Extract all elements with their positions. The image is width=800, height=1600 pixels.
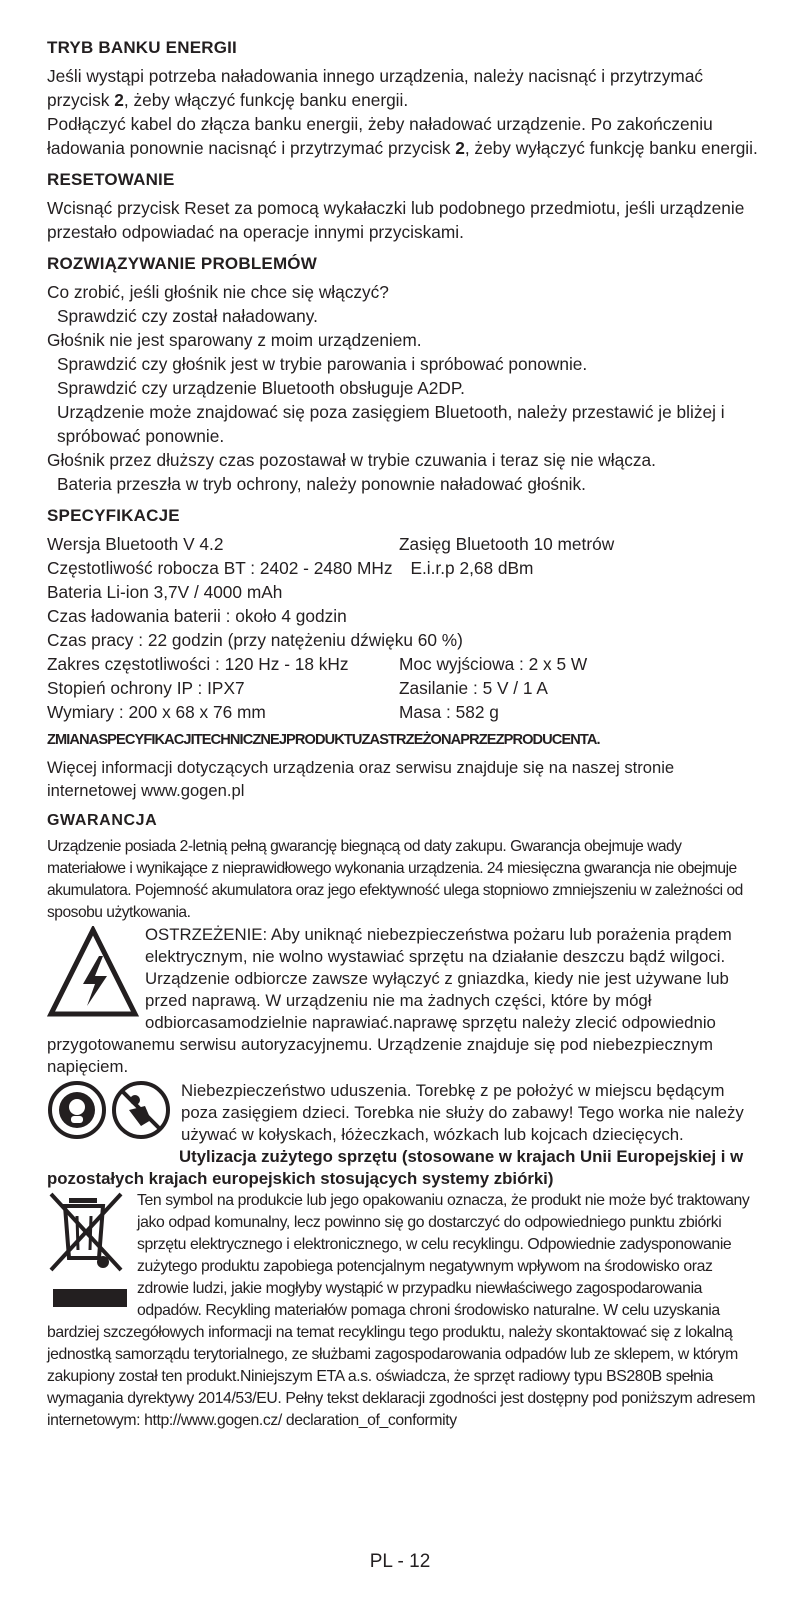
warranty-heading: GWARANCJA <box>47 812 158 829</box>
trouble-question: Co zrobić, jeśli głośnik nie chce się włączyć? <box>47 282 389 302</box>
separate-collection-bar <box>53 1289 127 1307</box>
power-bank-paragraph-2: Podłączyć kabel do złącza banku energii, żeby naładować urządzenie. Po zakończeniu ładowania ponownie nacisnąć i przytrzymać przycisk 2, żeby wyłączyć funkcję banku energii. <box>47 114 758 158</box>
spec-change-notice: ZMIANASPECYFIKACJITECHNICZNEJPRODUKTUZASTRZEŻONAPRZEZPRODUCENTA. <box>47 732 600 748</box>
trouble-answer: Urządzenie może znajdować się poza zasięgiem Bluetooth, należy przestawić je bliżej i spróbować ponownie. <box>57 402 725 446</box>
warning-text: OSTRZEŻENIE: Aby uniknąć niebezpieczeństwa pożaru lub porażenia prądem elektrycznym, nie wolno wystawiać sprzętu na działanie deszczu bądź wilgoci. Urządzenie odbiorcze zawsze wyłączyć z gniazdka, kiedy nie jest używane lub przed naprawą. W urządzeniu nie ma żadnych części, które by mógł odbiorcasamodzielnie naprawiać.naprawę sprzętu należy zlecić odpowiednio przygotowanemu serwisu autoryzacyjnemu. Urządzenie znajduje się pod niebezpiecznym napięciem. <box>47 925 732 1076</box>
specs-section <box>47 506 759 802</box>
page-number: PL - 12 <box>369 1551 431 1572</box>
spec-row: Częstotliwość robocza BT : 2402 - 2480 MHz E.i.r.p 2,68 dBm <box>47 558 534 578</box>
disposal-heading: Utylizacja zużytego sprzętu (stosowane w krajach Unii Europejskiej i w pozostałych krajach europejskich stosujących systemy zbiórki) <box>47 1147 744 1188</box>
reset-section <box>47 170 759 244</box>
more-info-text: Więcej informacji dotyczących urządzenia oraz serwisu znajduje się na naszej stronie internetowej www.gogen.pl <box>47 758 675 800</box>
choking-block <box>47 1080 759 1146</box>
spec-row: Wymiary : 200 x 68 x 76 mm Masa : 582 g <box>47 702 499 722</box>
suffocation-warning-icon <box>47 1080 107 1140</box>
spec-row: Zakres częstotliwości : 120 Hz - 18 kHz Moc wyjściowa : 2 x 5 W <box>47 654 588 674</box>
troubleshooting-heading: ROZWIĄZYWANIE PROBLEMÓW <box>47 254 317 273</box>
reset-heading: RESETOWANIE <box>47 170 175 189</box>
warranty-section <box>47 812 759 1432</box>
specs-heading: SPECYFIKACJE <box>47 506 180 525</box>
trouble-answer: Sprawdzić czy urządzenie Bluetooth obsługuje A2DP. <box>57 378 465 398</box>
power-bank-paragraph-1: Jeśli wystąpi potrzeba naładowania innego urządzenia, należy nacisnąć i przytrzymać przycisk 2, żeby włączyć funkcję banku energii. <box>47 66 704 110</box>
power-bank-heading: TRYB BANKU ENERGII <box>47 38 237 57</box>
trouble-answer: Sprawdzić czy głośnik jest w trybie parowania i spróbować ponownie. <box>57 354 588 374</box>
no-children-play-icon <box>111 1080 171 1140</box>
trouble-question: Głośnik przez dłuższy czas pozostawał w trybie czuwania i teraz się nie włącza. <box>47 450 656 470</box>
reset-text: Wcisnąć przycisk Reset za pomocą wykałaczki lub podobnego przedmiotu, jeśli urządzenie przestało odpowiadać na operacje innymi przyciskami. <box>47 198 745 242</box>
warranty-text: Urządzenie posiada 2-letnią pełną gwarancję biegnącą od daty zakupu. Gwarancja obejmuje wady materiałowe i wynikające z nieprawidłowego wykonania urządzenia. 24 miesięczna gwarancja nie obejmuje akumulatora. Pojemność akumulatora oraz jego efektywność ulega stopniowo zmniejszeniu w zależności od sposobu użytkowania. <box>47 838 743 921</box>
trouble-answer: Sprawdzić czy został naładowany. <box>57 306 318 326</box>
disposal-text: Ten symbol na produkcie lub jego opakowaniu oznacza, że produkt nie może być traktowany jako odpad komunalny, lecz powinno się go dostarczyć do odpowiedniego punktu zbiórki sprzętu elektrycznego i elektronicznego, w celu recyklingu. Odpowiednie zadysponowanie zużytego produktu zapobiega potencjalnym negatywnym wpływom na środowisko oraz zdrowie ludzi, jakie mogłyby wystąpić w przypadku niewłaściwego zagospodarowania odpadów. Recykling materiałów pomaga chroni środowisko naturalne. W celu uzyskania bardziej szczegółowych informacji na temat recyklingu tego produktu, należy skontaktować się z lokalną jednostką samorządu terytorialnego, ze służbami zagospodarowania odpadów lub ze sklepem, w którym zakupiony został ten produkt.Niniejszym ETA a.s. oświadcza, że sprzęt radiowy typu BS280B spełnia wymagania dyrektywy 2014/53/EU. Pełny tekst deklaracji zgodności jest dostępny pod poniższym adresem internetowym: http://www.gogen.cz/ declaration_of_conformity <box>47 1192 756 1429</box>
spec-row: Wersja Bluetooth V 4.2 Zasięg Bluetooth 10 metrów <box>47 534 615 554</box>
trouble-question: Głośnik nie jest sparowany z moim urządzeniem. <box>47 330 422 350</box>
spec-row: Stopień ochrony IP : IPX7 Zasilanie : 5 V / 1 A <box>47 678 548 698</box>
spec-row: Czas pracy : 22 godzin (przy natężeniu dźwięku 60 %) <box>47 630 463 650</box>
high-voltage-warning-icon <box>47 926 139 1018</box>
trouble-answer: Bateria przeszła w tryb ochrony, należy ponownie naładować głośnik. <box>57 474 586 494</box>
crossed-out-wheelie-bin-icon <box>47 1190 127 1274</box>
spec-row: Bateria Li-ion 3,7V / 4000 mAh <box>47 582 283 602</box>
troubleshooting-section <box>47 254 759 496</box>
choking-hazard-text: Niebezpieczeństwo uduszenia. Torebkę z pe położyć w miejscu będącym poza zasięgiem dzieci. Torebka nie służy do zabawy! Tego worka nie należy używać w kołyskach, łóżeczkach, wózkach lub kojcach dziecięcych. <box>181 1081 744 1144</box>
power-bank-section <box>47 38 759 160</box>
manual-page <box>47 38 759 1432</box>
spec-row: Czas ładowania baterii : około 4 godzin <box>47 606 347 626</box>
disposal-block <box>47 1190 759 1432</box>
warning-block <box>47 924 759 1078</box>
